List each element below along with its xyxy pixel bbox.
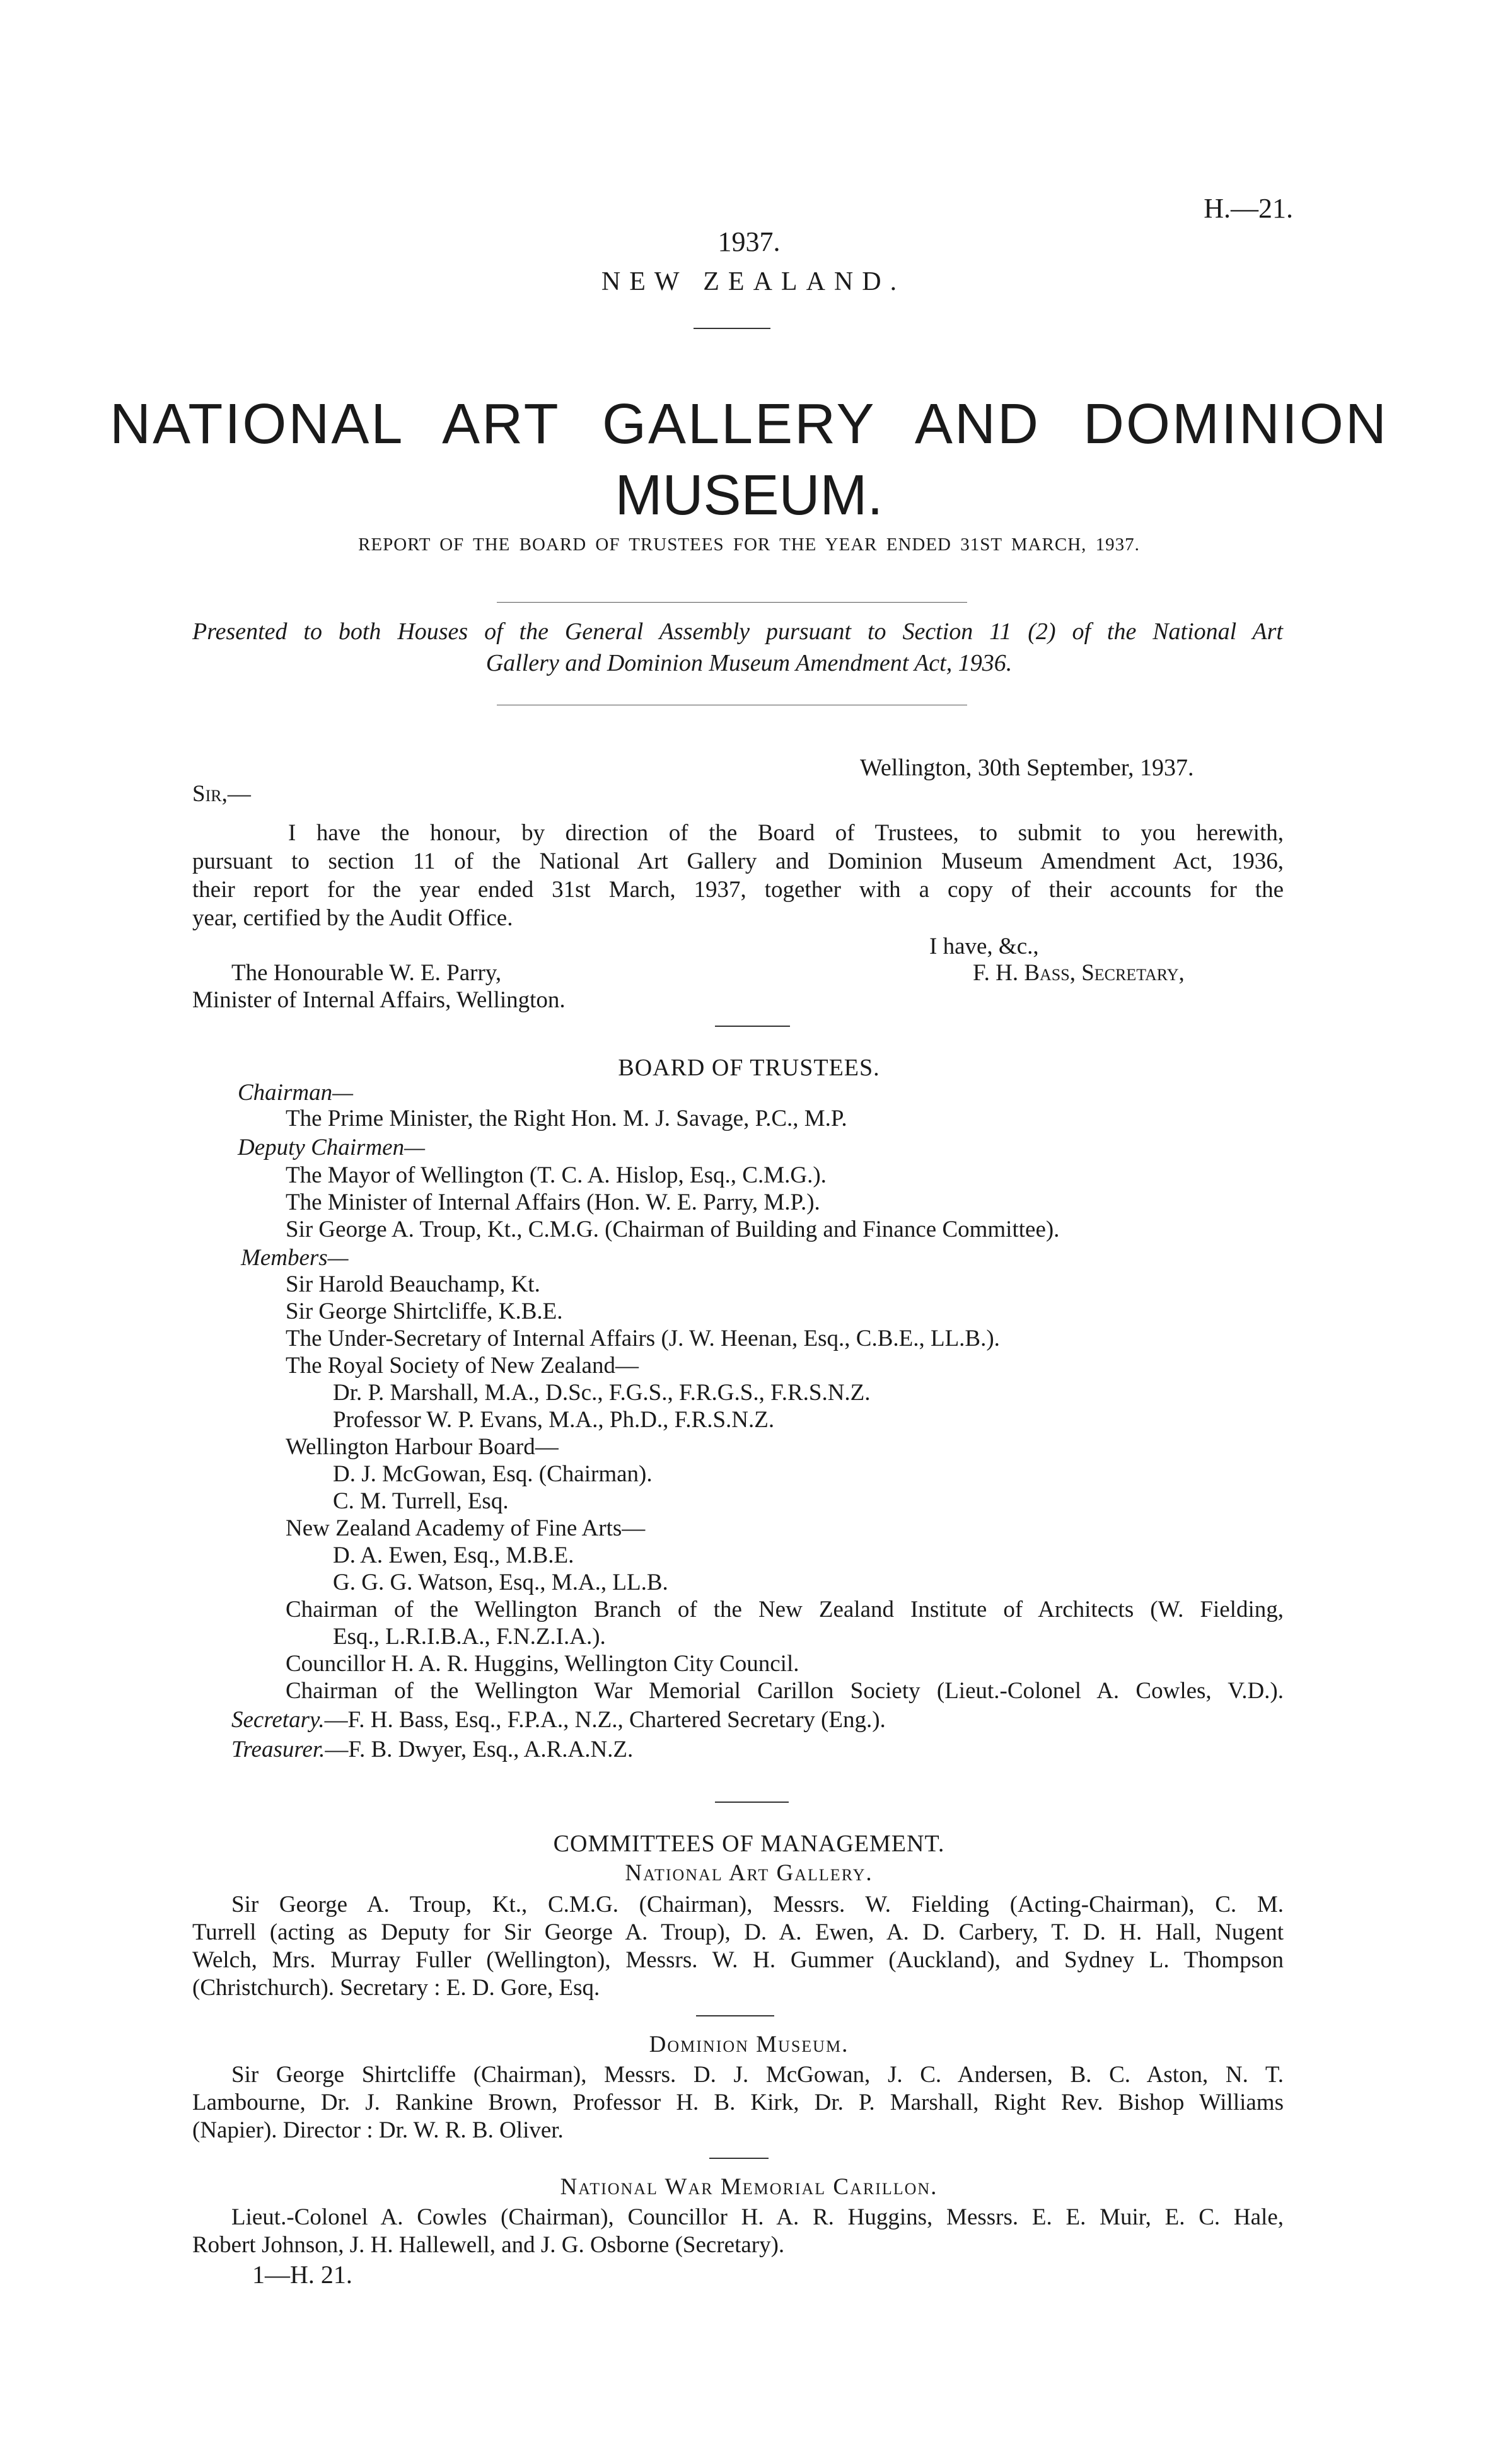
members-label: Members— xyxy=(241,1245,349,1271)
member-entry: The Under-Secretary of Internal Affairs (J. W. Heenan, Esq., C.B.E., LL.B.). xyxy=(286,1326,1000,1351)
letter-closing: I have, &c., xyxy=(929,934,1039,959)
chairman-label: Chairman— xyxy=(238,1080,353,1106)
museum-committee-line: Sir George Shirtcliffe (Chairman), Messrs. D. J. McGowan, J. C. Andersen, B. C. Aston, N. T. xyxy=(231,2062,1284,2088)
signature-mark: 1—H. 21. xyxy=(252,2260,352,2289)
member-entry: Dr. P. Marshall, M.A., D.Sc., F.G.S., F.R.G.S., F.R.S.N.Z. xyxy=(333,1380,871,1406)
gallery-committee-line: Turrell (acting as Deputy for Sir George A. Troup), D. A. Ewen, A. D. Carbery, T. D. H. Hall, Nugent xyxy=(192,1919,1284,1945)
divider xyxy=(696,2015,774,2016)
divider xyxy=(694,328,770,329)
divider xyxy=(709,2158,769,2159)
member-entry: Wellington Harbour Board— xyxy=(286,1434,559,1460)
carillon-committee-line: Lieut.-Colonel A. Cowles (Chairman), Councillor H. A. R. Huggins, Messrs. E. E. Muir, E. C. Hale, xyxy=(231,2204,1284,2230)
deputy-entry: The Minister of Internal Affairs (Hon. W. E. Parry, M.P.). xyxy=(286,1189,820,1215)
member-entry: G. G. G. Watson, Esq., M.A., LL.B. xyxy=(333,1570,668,1595)
treasurer-entry xyxy=(231,1736,633,1764)
chairman-entry: The Prime Minister, the Right Hon. M. J. Savage, P.C., M.P. xyxy=(286,1106,847,1131)
document-ref: H.—21. xyxy=(1204,193,1293,224)
deputy-entry: The Mayor of Wellington (T. C. A. Hislop, Esq., C.M.G.). xyxy=(286,1162,827,1188)
secretary-label: Secretary. xyxy=(231,1707,325,1733)
member-entry: C. M. Turrell, Esq. xyxy=(333,1488,509,1514)
document-title-line2: MUSEUM. xyxy=(615,464,883,527)
committees-heading: COMMITTEES OF MANAGEMENT. xyxy=(553,1831,945,1857)
divider xyxy=(715,1802,789,1803)
member-entry: Councillor H. A. R. Huggins, Wellington City Council. xyxy=(286,1651,799,1677)
letter-addressee-name: The Honourable W. E. Parry, xyxy=(231,960,502,986)
carillon-committee-heading: National War Memorial Carillon. xyxy=(560,2174,938,2200)
member-entry: D. A. Ewen, Esq., M.B.E. xyxy=(333,1542,574,1568)
document-year: 1937. xyxy=(717,226,781,257)
carillon-committee-line: Robert Johnson, J. H. Hallewell, and J. G. Osborne (Secretary). xyxy=(192,2232,785,2258)
board-heading: BOARD OF TRUSTEES. xyxy=(618,1055,880,1081)
secretary-entry xyxy=(231,1706,886,1734)
letter-body-line: pursuant to section 11 of the National Art Gallery and Dominion Museum Amendment Act, 1936, xyxy=(192,848,1284,874)
member-entry: Sir George Shirtcliffe, K.B.E. xyxy=(286,1299,563,1324)
deputy-entry: Sir George A. Troup, Kt., C.M.G. (Chairman of Building and Finance Committee). xyxy=(286,1217,1060,1242)
gallery-committee-heading: National Art Gallery. xyxy=(625,1860,873,1886)
gallery-committee-line: Sir George A. Troup, Kt., C.M.G. (Chairman), Messrs. W. Fielding (Acting-Chairman), C. M. xyxy=(231,1892,1284,1917)
secretary-value: —F. H. Bass, Esq., F.P.A., N.Z., Chartered Secretary (Eng.). xyxy=(324,1707,886,1733)
presented-note-line1: Presented to both Houses of the General Assembly pursuant to Section 11 (2) of the National Art xyxy=(192,618,1283,645)
presented-note-line2: Gallery and Dominion Museum Amendment Act, 1936. xyxy=(485,650,1013,676)
member-entry: The Royal Society of New Zealand— xyxy=(286,1353,639,1379)
museum-committee-line: (Napier). Director : Dr. W. R. B. Oliver. xyxy=(192,2117,564,2143)
member-entry: Sir Harold Beauchamp, Kt. xyxy=(286,1271,540,1297)
letter-place-date: Wellington, 30th September, 1937. xyxy=(860,755,1194,781)
gallery-committee-line: Welch, Mrs. Murray Fuller (Wellington), Messrs. W. H. Gummer (Auckland), and Sydney L. Thompson xyxy=(192,1947,1284,1973)
member-entry: Chairman of the Wellington Branch of the New Zealand Institute of Architects (W. Fielding, xyxy=(286,1597,1284,1622)
letter-body-line: I have the honour, by direction of the Board of Trustees, to submit to you herewith, xyxy=(288,820,1284,846)
letter-body-line: their report for the year ended 31st March, 1937, together with a copy of their accounts for the xyxy=(192,877,1284,903)
member-entry: D. J. McGowan, Esq. (Chairman). xyxy=(333,1461,653,1487)
treasurer-label: Treasurer. xyxy=(231,1737,325,1762)
deputy-chairmen-label: Deputy Chairmen— xyxy=(238,1135,425,1160)
letter-salutation: Sir,— xyxy=(192,781,251,807)
letter-signature: F. H. Bass, Secretary, xyxy=(973,960,1185,986)
treasurer-value: —F. B. Dwyer, Esq., A.R.A.N.Z. xyxy=(325,1737,634,1762)
member-entry: Chairman of the Wellington War Memorial Carillon Society (Lieut.-Colonel A. Cowles, V.D.). xyxy=(286,1678,1284,1704)
document-subtitle: REPORT OF THE BOARD OF TRUSTEES FOR THE YEAR ENDED 31ST MARCH, 1937. xyxy=(358,535,1140,555)
gallery-committee-line: (Christchurch). Secretary : E. D. Gore, Esq. xyxy=(192,1975,600,2001)
country-name: NEW ZEALAND. xyxy=(601,267,906,296)
member-entry: Professor W. P. Evans, M.A., Ph.D., F.R.S.N.Z. xyxy=(333,1407,775,1433)
member-entry: New Zealand Academy of Fine Arts— xyxy=(286,1515,646,1541)
letter-addressee-title: Minister of Internal Affairs, Wellington. xyxy=(192,987,566,1013)
member-entry: Esq., L.R.I.B.A., F.N.Z.I.A.). xyxy=(333,1624,606,1650)
museum-committee-line: Lambourne, Dr. J. Rankine Brown, Professor H. B. Kirk, Dr. P. Marshall, Right Rev. Bishop Williams xyxy=(192,2090,1284,2115)
divider xyxy=(715,1026,790,1027)
document-title-line1: NATIONAL ART GALLERY AND DOMINION xyxy=(110,393,1388,456)
divider xyxy=(497,602,967,603)
letter-body-line: year, certified by the Audit Office. xyxy=(192,905,513,931)
museum-committee-heading: Dominion Museum. xyxy=(649,2032,849,2057)
